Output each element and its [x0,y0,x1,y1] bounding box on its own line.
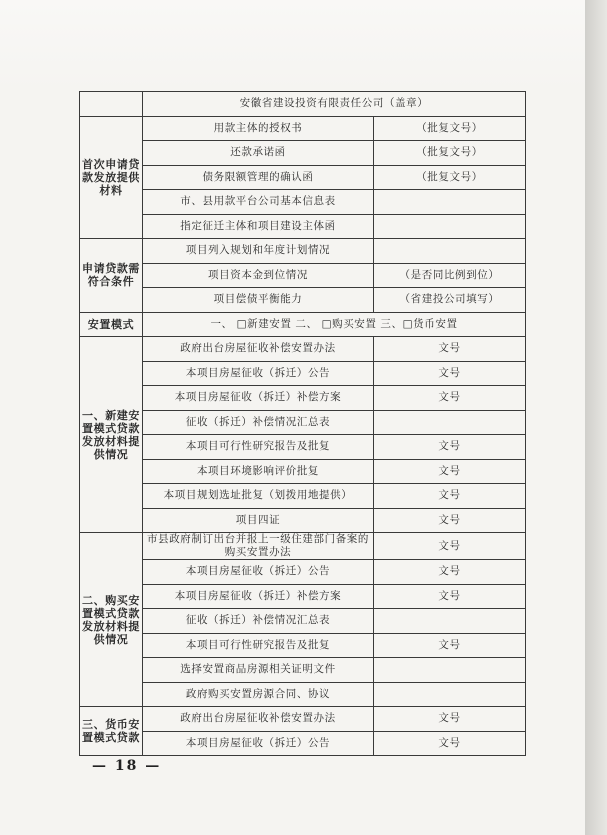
material-note [374,239,526,264]
material-note: 文号 [374,361,526,386]
material-item: 选择安置商品房源相关证明文件 [143,658,374,683]
page-edge-shadow [585,0,607,835]
section-label: 首次申请贷款发放提供材料 [80,116,143,239]
mode-options: 一、 □新建安置 二、 □购买安置 三、□货币安置 [143,312,526,337]
material-note [374,609,526,634]
loan-materials-table [79,91,526,756]
material-note: 文号 [374,633,526,658]
material-note: 文号 [374,533,526,560]
table-row [80,386,526,411]
table-row [80,633,526,658]
material-item: 本项目房屋征收（拆迁）公告 [143,560,374,585]
section-label: 安置模式 [80,312,143,337]
material-item: 项目列入规划和年度计划情况 [143,239,374,264]
material-note [374,682,526,707]
page-top-margin [0,0,585,90]
material-item: 指定征迁主体和项目建设主体函 [143,214,374,239]
table-row [80,731,526,756]
table-row [80,263,526,288]
table-row [80,533,526,560]
table-row [80,361,526,386]
table-row [80,435,526,460]
material-item: 本项目房屋征收（拆迁）补偿方案 [143,584,374,609]
material-note: 文号 [374,386,526,411]
material-note: 文号 [374,707,526,732]
section-label: 申请贷款需符合条件 [80,239,143,313]
material-item: 本项目房屋征收（拆迁）补偿方案 [143,386,374,411]
table-row [80,337,526,362]
material-note: （批复文号） [374,141,526,166]
table-row [80,116,526,141]
material-note: （省建投公司填写） [374,288,526,313]
material-item: 还款承诺函 [143,141,374,166]
table-row [80,214,526,239]
table-row [80,288,526,313]
table-row [80,141,526,166]
material-item: 市、县用款平台公司基本信息表 [143,190,374,215]
material-item: 本项目可行性研究报告及批复 [143,435,374,460]
material-item: 本项目环境影响评价批复 [143,459,374,484]
table-row [80,165,526,190]
material-note: 文号 [374,584,526,609]
material-note: （批复文号） [374,165,526,190]
material-note [374,214,526,239]
material-item: 本项目房屋征收（拆迁）公告 [143,361,374,386]
table-row [80,239,526,264]
table-row [80,658,526,683]
material-note: 文号 [374,731,526,756]
material-note [374,410,526,435]
material-item: 征收（拆迁）补偿情况汇总表 [143,410,374,435]
material-item: 政府购买安置房源合同、协议 [143,682,374,707]
table-row [80,484,526,509]
table-row [80,410,526,435]
signature-row [80,92,526,117]
material-item: 用款主体的授权书 [143,116,374,141]
material-note: 文号 [374,484,526,509]
material-item: 本项目可行性研究报告及批复 [143,633,374,658]
table-row [80,508,526,533]
material-item: 政府出台房屋征收补偿安置办法 [143,337,374,362]
material-item: 本项目房屋征收（拆迁）公告 [143,731,374,756]
signature-cell: 安徽省建设投资有限责任公司（盖章） [143,92,526,117]
material-note: （是否同比例到位） [374,263,526,288]
table-row [80,190,526,215]
material-item: 本项目规划选址批复（划拨用地提供） [143,484,374,509]
section-label: 三、货币安置模式贷款 [80,707,143,756]
material-note [374,658,526,683]
table-row [80,609,526,634]
table-row [80,707,526,732]
material-item: 征收（拆迁）补偿情况汇总表 [143,609,374,634]
table-row [80,560,526,585]
table-row [80,459,526,484]
page-number: — 18 — [92,758,162,774]
material-item: 项目偿债平衡能力 [143,288,374,313]
material-item: 市县政府制订出台并报上一级住建部门备案的购买安置办法 [143,533,374,560]
material-item: 项目四证 [143,508,374,533]
material-note: 文号 [374,459,526,484]
material-item: 债务限额管理的确认函 [143,165,374,190]
blank-cell [80,92,143,117]
table-row [80,584,526,609]
material-item: 项目资本金到位情况 [143,263,374,288]
material-note: （批复文号） [374,116,526,141]
material-note: 文号 [374,560,526,585]
table-row [80,682,526,707]
material-note: 文号 [374,435,526,460]
mode-row [80,312,526,337]
material-note: 文号 [374,508,526,533]
material-item: 政府出台房屋征收补偿安置办法 [143,707,374,732]
section-label: 二、购买安置模式贷款发放材料提供情况 [80,533,143,707]
section-label: 一、新建安置模式贷款发放材料提供情况 [80,337,143,533]
material-note [374,190,526,215]
material-note: 文号 [374,337,526,362]
